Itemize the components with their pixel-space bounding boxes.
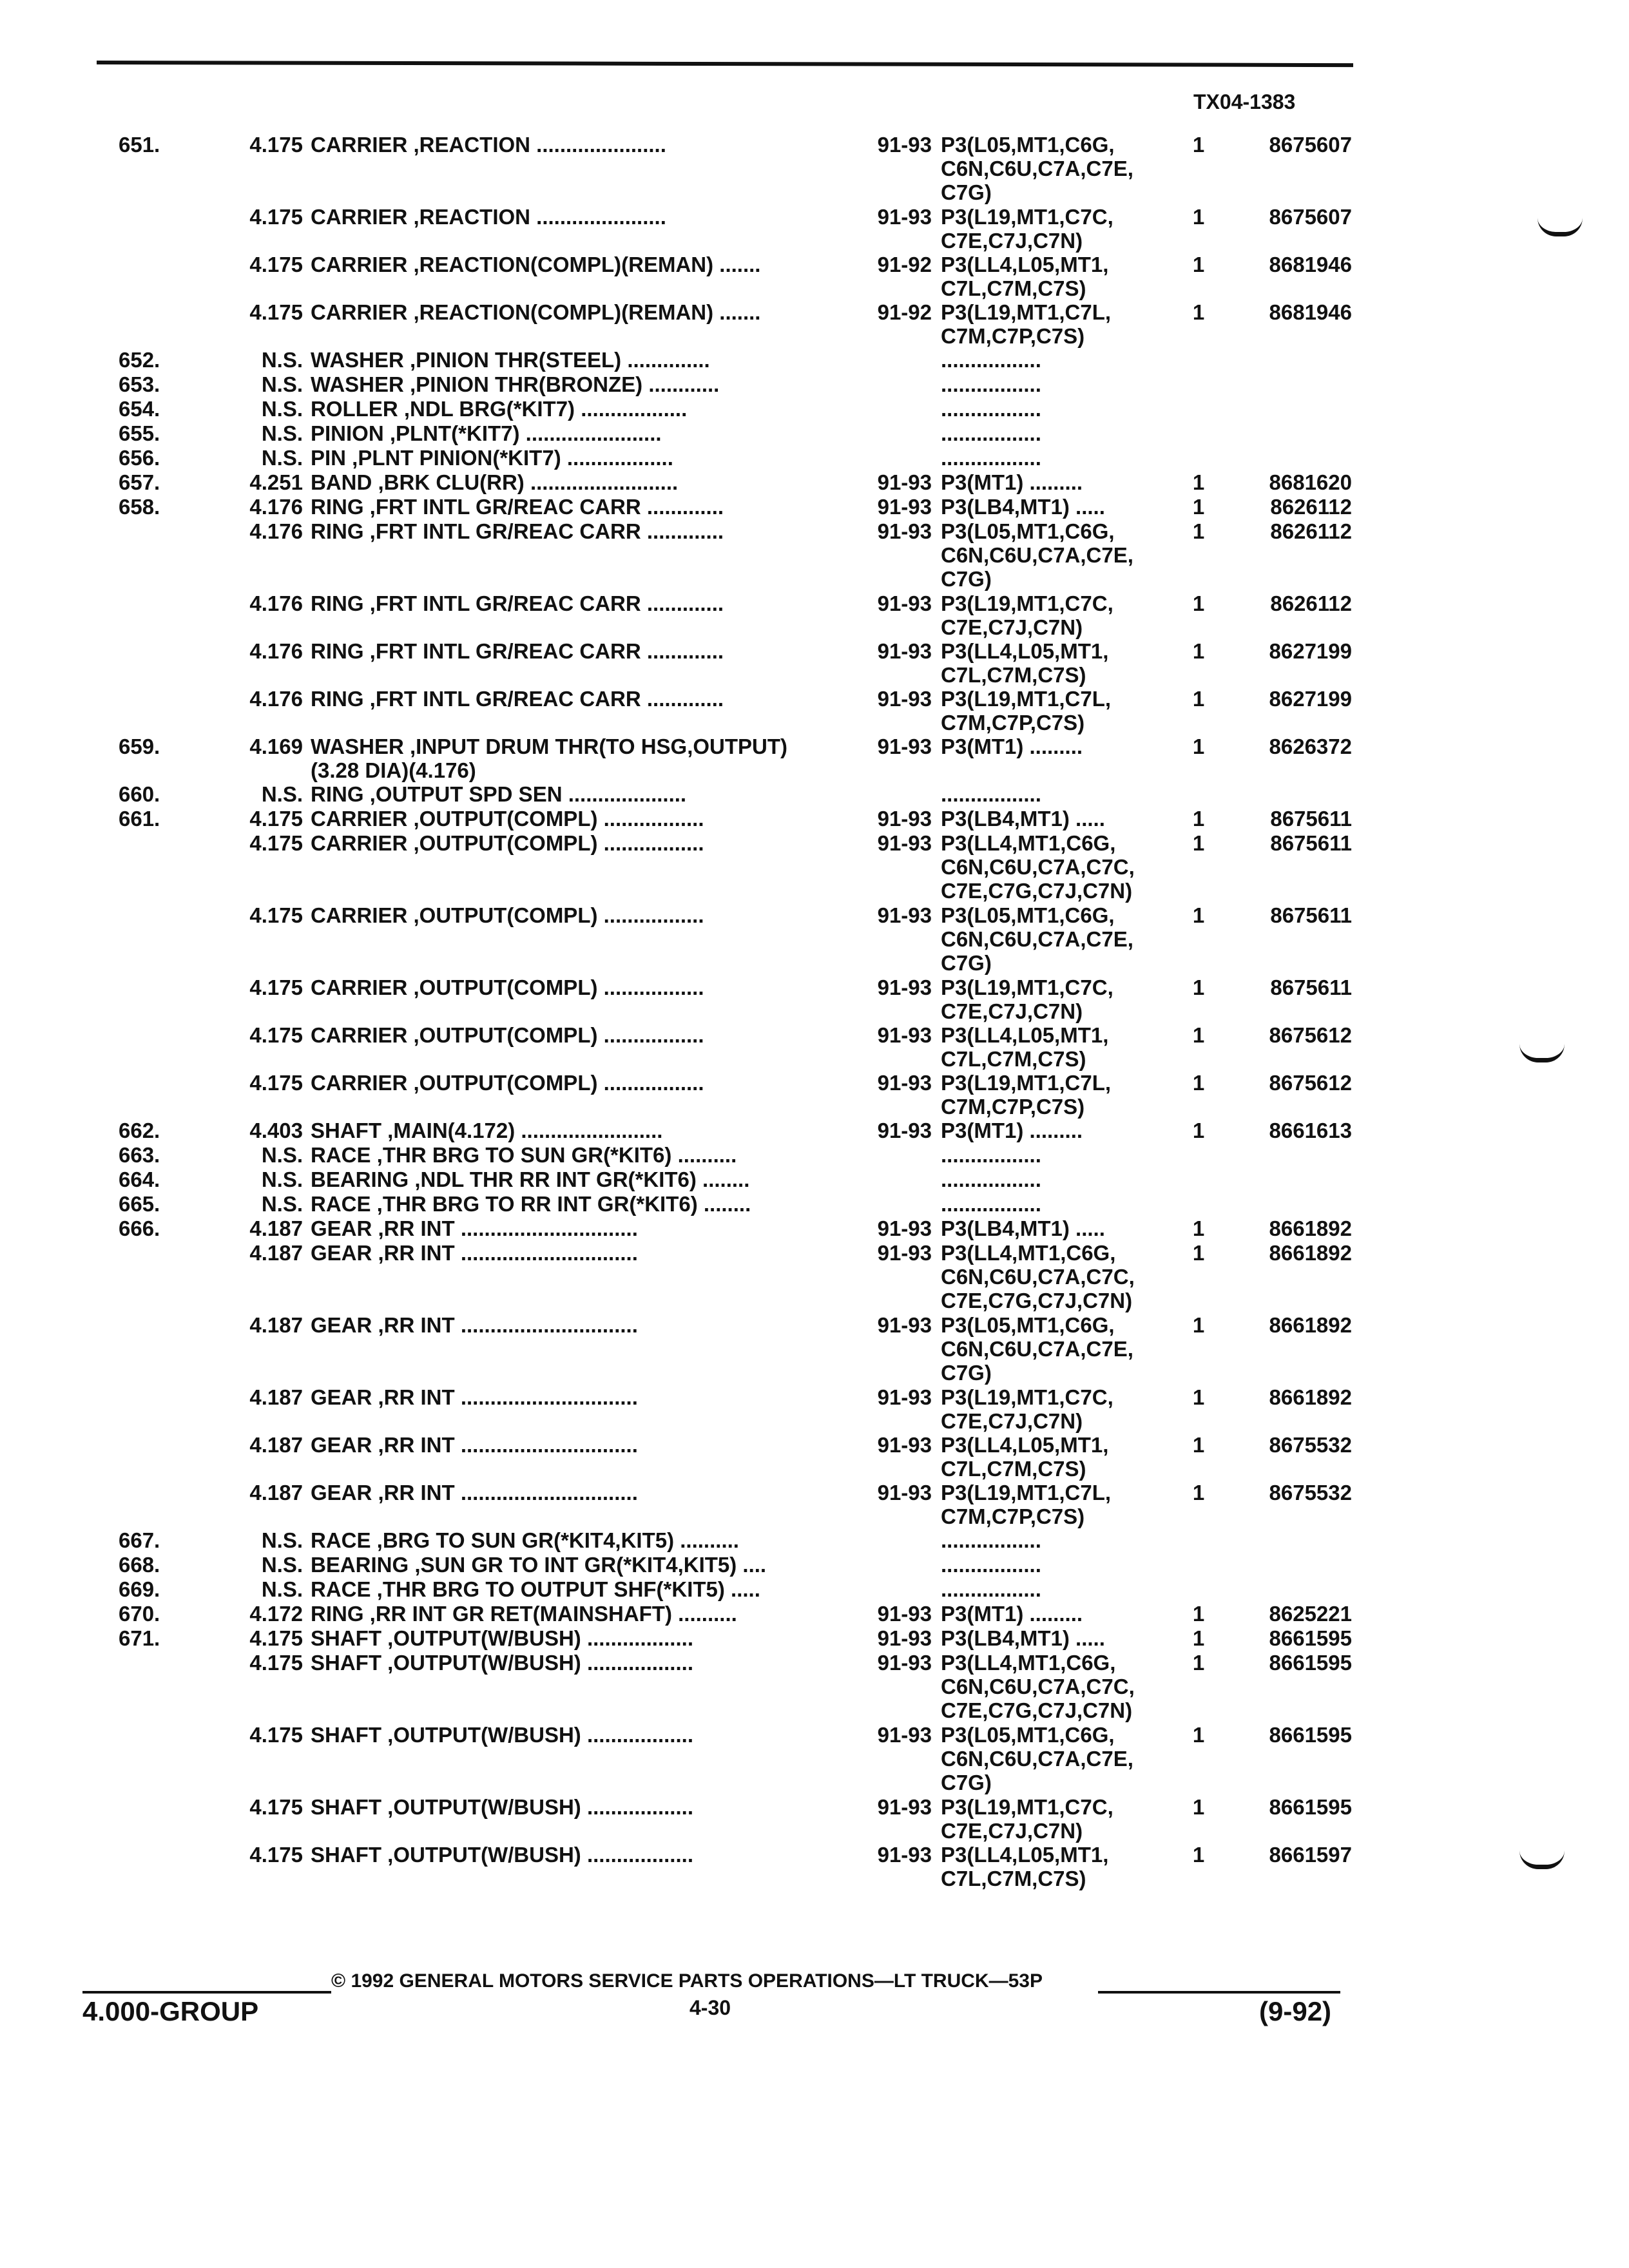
table-row (0, 1168, 1629, 1192)
part-description: SHAFT ,OUTPUT(W/BUSH) .................. (311, 1723, 693, 1747)
table-row (0, 1528, 1629, 1553)
application-codes: P3(L19,MT1,C7L, C7M,C7P,C7S) (941, 1071, 1112, 1119)
part-description: RACE ,BRG TO SUN GR(*KIT4,KIT5) .......... (311, 1528, 739, 1552)
quantity: 1 (1192, 1723, 1205, 1747)
quantity: 1 (1192, 1216, 1205, 1240)
table-row (0, 1216, 1629, 1241)
table-row (0, 348, 1629, 372)
table-row (0, 300, 1629, 348)
part-number: 8661613 (1269, 1119, 1352, 1142)
part-description: RING ,FRT INTL GR/REAC CARR ............. (311, 591, 724, 615)
model-years: 91-93 (877, 639, 932, 663)
illustration-page: N.S. (261, 348, 303, 372)
model-years: 91-93 (877, 1602, 932, 1626)
model-years: 91-93 (877, 1119, 932, 1142)
illustration-page: N.S. (261, 1528, 303, 1552)
table-row (0, 1313, 1629, 1385)
part-description: RING ,FRT INTL GR/REAC CARR ............. (311, 519, 724, 543)
part-description: RING ,FRT INTL GR/REAC CARR ............. (311, 495, 724, 519)
part-description: PINION ,PLNT(*KIT7) ....................... (311, 421, 662, 445)
application-codes: P3(MT1) ......... (941, 735, 1083, 758)
part-description: RING ,OUTPUT SPD SEN .................... (311, 782, 687, 806)
quantity: 1 (1192, 1626, 1205, 1650)
illustration-page: 4.175 (249, 133, 303, 157)
table-row (0, 1119, 1629, 1143)
table-row (0, 421, 1629, 446)
part-number: 8661892 (1269, 1216, 1352, 1240)
part-description: CARRIER ,OUTPUT(COMPL) ................. (311, 831, 704, 855)
illustration-page: 4.176 (249, 495, 303, 519)
model-years: 91-93 (877, 1241, 932, 1265)
part-description: BAND ,BRK CLU(RR) ......................... (311, 470, 679, 494)
table-row (0, 446, 1629, 470)
table-row (0, 903, 1629, 975)
quantity: 1 (1192, 300, 1205, 324)
quantity: 1 (1192, 1433, 1205, 1457)
footer-date: (9-92) (1259, 1996, 1332, 2026)
model-years: 91-93 (877, 903, 932, 927)
part-description: RING ,RR INT GR RET(MAINSHAFT) .......... (311, 1602, 737, 1626)
illustration-page: 4.187 (249, 1385, 303, 1409)
part-number: 8661597 (1269, 1843, 1352, 1867)
part-description: CARRIER ,REACTION(COMPL)(REMAN) ....... (311, 300, 761, 324)
part-number: 8661595 (1269, 1626, 1352, 1650)
ref-number: 654. (119, 397, 160, 421)
part-description: SHAFT ,MAIN(4.172) ........................ (311, 1119, 663, 1142)
part-description: CARRIER ,OUTPUT(COMPL) ................. (311, 1023, 704, 1047)
part-number: 8675532 (1269, 1481, 1352, 1504)
application-codes: P3(MT1) ......... (941, 1119, 1083, 1142)
application-codes: P3(LL4,L05,MT1, C7L,C7M,C7S) (941, 1433, 1109, 1481)
application-codes: P3(L19,MT1,C7C, C7E,C7J,C7N) (941, 975, 1113, 1023)
illustration-page: N.S. (261, 397, 303, 421)
application-codes: P3(L19,MT1,C7C, C7E,C7J,C7N) (941, 1385, 1113, 1433)
model-years: 91-93 (877, 1313, 932, 1337)
illustration-page: N.S. (261, 1143, 303, 1167)
quantity: 1 (1192, 1241, 1205, 1265)
model-years: 91-93 (877, 687, 932, 711)
part-description: RACE ,THR BRG TO SUN GR(*KIT6) .......... (311, 1143, 737, 1167)
quantity: 1 (1192, 1651, 1205, 1675)
quantity: 1 (1192, 205, 1205, 229)
table-row (0, 1651, 1629, 1723)
illustration-page: 4.187 (249, 1481, 303, 1504)
application-codes: P3(LB4,MT1) ..... (941, 1216, 1105, 1240)
quantity: 1 (1192, 1602, 1205, 1626)
illustration-page: N.S. (261, 372, 303, 396)
illustration-page: 4.175 (249, 975, 303, 999)
table-row (0, 975, 1629, 1023)
part-description: GEAR ,RR INT .............................. (311, 1241, 638, 1265)
part-number: 8675607 (1269, 133, 1352, 157)
application-codes: P3(L05,MT1,C6G, C6N,C6U,C7A,C7E, C7G) (941, 1313, 1133, 1385)
part-number: 8681946 (1269, 300, 1352, 324)
parts-list (0, 133, 1629, 1890)
part-description: BEARING ,SUN GR TO INT GR(*KIT4,KIT5) .... (311, 1553, 767, 1577)
illustration-page: 4.175 (249, 253, 303, 276)
model-years: 91-93 (877, 807, 932, 831)
quantity: 1 (1192, 687, 1205, 711)
ref-number: 664. (119, 1168, 160, 1191)
illustration-page: 4.175 (249, 1626, 303, 1650)
part-number: 8626372 (1269, 735, 1352, 758)
application-codes: ................. (941, 1577, 1041, 1601)
ref-number: 660. (119, 782, 160, 806)
part-number: 8681620 (1269, 470, 1352, 494)
model-years: 91-93 (877, 205, 932, 229)
quantity: 1 (1192, 470, 1205, 494)
part-number: 8661595 (1269, 1795, 1352, 1819)
part-number: 8661595 (1269, 1651, 1352, 1675)
model-years: 91-93 (877, 1626, 932, 1650)
ref-number: 658. (119, 495, 160, 519)
part-number: 8627199 (1269, 687, 1352, 711)
table-row (0, 1843, 1629, 1890)
illustration-page: N.S. (261, 782, 303, 806)
table-row (0, 1241, 1629, 1313)
application-codes: P3(L19,MT1,C7C, C7E,C7J,C7N) (941, 591, 1113, 639)
application-codes: ................. (941, 421, 1041, 445)
model-years: 91-93 (877, 1071, 932, 1095)
quantity: 1 (1192, 133, 1205, 157)
model-years: 91-93 (877, 495, 932, 519)
part-number: 8661892 (1269, 1385, 1352, 1409)
model-years: 91-93 (877, 975, 932, 999)
part-description: CARRIER ,OUTPUT(COMPL) ................. (311, 807, 704, 831)
table-row (0, 470, 1629, 495)
quantity: 1 (1192, 495, 1205, 519)
ref-number: 651. (119, 133, 160, 157)
quantity: 1 (1192, 831, 1205, 855)
footer-group: 4.000-GROUP (82, 1996, 259, 2026)
illustration-page: 4.176 (249, 639, 303, 663)
part-description: SHAFT ,OUTPUT(W/BUSH) .................. (311, 1843, 693, 1867)
model-years: 91-93 (877, 1795, 932, 1819)
part-description: BEARING ,NDL THR RR INT GR(*KIT6) ........ (311, 1168, 750, 1191)
part-description: PIN ,PLNT PINION(*KIT7) .................. (311, 446, 673, 470)
part-number: 8681946 (1269, 253, 1352, 276)
part-description: ROLLER ,NDL BRG(*KIT7) .................. (311, 397, 688, 421)
part-description: WASHER ,INPUT DRUM THR(TO HSG,OUTPUT) (3.28 DIA)(4.176) (311, 735, 788, 782)
illustration-page: 4.187 (249, 1313, 303, 1337)
application-codes: P3(L05,MT1,C6G, C6N,C6U,C7A,C7E, C7G) (941, 519, 1133, 591)
illustration-page: 4.175 (249, 1723, 303, 1747)
application-codes: P3(LB4,MT1) ..... (941, 495, 1105, 519)
illustration-page: N.S. (261, 1577, 303, 1601)
part-number: 8627199 (1269, 639, 1352, 663)
model-years: 91-93 (877, 1723, 932, 1747)
part-description: RING ,FRT INTL GR/REAC CARR ............. (311, 687, 724, 711)
part-description: SHAFT ,OUTPUT(W/BUSH) .................. (311, 1795, 693, 1819)
illustration-page: 4.175 (249, 1023, 303, 1047)
part-description: RACE ,THR BRG TO RR INT GR(*KIT6) ........ (311, 1192, 751, 1216)
table-row (0, 831, 1629, 903)
quantity: 1 (1192, 1119, 1205, 1142)
quantity: 1 (1192, 735, 1205, 758)
application-codes: ................. (941, 372, 1041, 396)
illustration-page: 4.251 (249, 470, 303, 494)
table-row (0, 205, 1629, 253)
table-row (0, 1602, 1629, 1626)
model-years: 91-93 (877, 470, 932, 494)
application-codes: P3(LB4,MT1) ..... (941, 1626, 1105, 1650)
model-years: 91-92 (877, 300, 932, 324)
model-years: 91-93 (877, 1385, 932, 1409)
illustration-page: N.S. (261, 446, 303, 470)
application-codes: ................. (941, 1553, 1041, 1577)
illustration-page: 4.176 (249, 591, 303, 615)
quantity: 1 (1192, 975, 1205, 999)
table-row (0, 1553, 1629, 1577)
table-row (0, 1071, 1629, 1119)
illustration-page: 4.169 (249, 735, 303, 758)
table-row (0, 133, 1629, 205)
part-description: GEAR ,RR INT .............................. (311, 1313, 638, 1337)
application-codes: P3(LL4,MT1,C6G, C6N,C6U,C7A,C7C, C7E,C7G,C7J,C7N) (941, 1241, 1135, 1312)
ref-number: 657. (119, 470, 160, 494)
part-description: CARRIER ,OUTPUT(COMPL) ................. (311, 975, 704, 999)
quantity: 1 (1192, 519, 1205, 543)
application-codes: P3(LB4,MT1) ..... (941, 807, 1105, 831)
application-codes: P3(LL4,L05,MT1, C7L,C7M,C7S) (941, 1023, 1109, 1071)
quantity: 1 (1192, 1795, 1205, 1819)
application-codes: P3(L05,MT1,C6G, C6N,C6U,C7A,C7E, C7G) (941, 1723, 1133, 1794)
illustration-page: 4.175 (249, 903, 303, 927)
model-years: 91-93 (877, 831, 932, 855)
quantity: 1 (1192, 1385, 1205, 1409)
application-codes: ................. (941, 1528, 1041, 1552)
model-years: 91-93 (877, 1023, 932, 1047)
ref-number: 670. (119, 1602, 160, 1626)
illustration-page: 4.175 (249, 831, 303, 855)
quantity: 1 (1192, 1071, 1205, 1095)
table-row (0, 807, 1629, 831)
ref-number: 653. (119, 372, 160, 396)
part-description: CARRIER ,REACTION ...................... (311, 205, 666, 229)
application-codes: ................. (941, 348, 1041, 372)
table-row (0, 1143, 1629, 1168)
part-number: 8661892 (1269, 1241, 1352, 1265)
footer-rule-right (1098, 1991, 1340, 1994)
document-code: TX04-1383 (1193, 90, 1296, 113)
ref-number: 668. (119, 1553, 160, 1577)
illustration-page: 4.175 (249, 300, 303, 324)
application-codes: P3(LL4,L05,MT1, C7L,C7M,C7S) (941, 253, 1109, 300)
footer-copyright: © 1992 GENERAL MOTORS SERVICE PARTS OPERATIONS—LT TRUCK—53P (331, 1970, 1043, 1992)
part-description: WASHER ,PINION THR(BRONZE) ............ (311, 372, 720, 396)
model-years: 91-93 (877, 591, 932, 615)
table-row (0, 639, 1629, 687)
table-row (0, 687, 1629, 735)
illustration-page: 4.172 (249, 1602, 303, 1626)
illustration-page: 4.176 (249, 687, 303, 711)
part-description: SHAFT ,OUTPUT(W/BUSH) .................. (311, 1651, 693, 1675)
part-number: 8626112 (1270, 591, 1352, 615)
illustration-page: N.S. (261, 1553, 303, 1577)
table-row (0, 372, 1629, 397)
part-number: 8661595 (1269, 1723, 1352, 1747)
table-row (0, 1385, 1629, 1433)
table-row (0, 1723, 1629, 1795)
illustration-page: N.S. (261, 421, 303, 445)
top-rule (97, 61, 1353, 67)
ref-number: 671. (119, 1626, 160, 1650)
part-number: 8626112 (1270, 495, 1352, 519)
part-number: 8626112 (1270, 519, 1352, 543)
part-description: CARRIER ,OUTPUT(COMPL) ................. (311, 903, 704, 927)
application-codes: P3(MT1) ......... (941, 470, 1083, 494)
ref-number: 666. (119, 1216, 160, 1240)
quantity: 1 (1192, 1023, 1205, 1047)
quantity: 1 (1192, 1843, 1205, 1867)
illustration-page: 4.187 (249, 1216, 303, 1240)
illustration-page: 4.175 (249, 1795, 303, 1819)
application-codes: P3(LL4,MT1,C6G, C6N,C6U,C7A,C7C, C7E,C7G,C7J,C7N) (941, 831, 1135, 903)
ref-number: 655. (119, 421, 160, 445)
application-codes: ................. (941, 446, 1041, 470)
part-description: GEAR ,RR INT .............................. (311, 1385, 638, 1409)
application-codes: P3(L05,MT1,C6G, C6N,C6U,C7A,C7E, C7G) (941, 133, 1133, 204)
application-codes: P3(L05,MT1,C6G, C6N,C6U,C7A,C7E, C7G) (941, 903, 1133, 975)
model-years: 91-93 (877, 1216, 932, 1240)
part-description: RACE ,THR BRG TO OUTPUT SHF(*KIT5) ..... (311, 1577, 760, 1601)
table-row (0, 495, 1629, 519)
ref-number: 669. (119, 1577, 160, 1601)
ref-number: 661. (119, 807, 160, 831)
part-description: GEAR ,RR INT .............................. (311, 1216, 638, 1240)
table-row (0, 782, 1629, 807)
ref-number: 659. (119, 735, 160, 758)
table-row (0, 1192, 1629, 1216)
part-description: RING ,FRT INTL GR/REAC CARR ............. (311, 639, 724, 663)
part-number: 8675532 (1269, 1433, 1352, 1457)
part-number: 8675611 (1270, 807, 1352, 831)
illustration-page: 4.403 (249, 1119, 303, 1142)
illustration-page: N.S. (261, 1192, 303, 1216)
model-years: 91-93 (877, 1481, 932, 1504)
footer-page-number: 4-30 (689, 1996, 731, 2019)
illustration-page: 4.175 (249, 1843, 303, 1867)
part-number: 8661892 (1269, 1313, 1352, 1337)
table-row (0, 253, 1629, 300)
table-row (0, 397, 1629, 421)
part-description: GEAR ,RR INT .............................. (311, 1481, 638, 1504)
quantity: 1 (1192, 903, 1205, 927)
part-description: CARRIER ,OUTPUT(COMPL) ................. (311, 1071, 704, 1095)
ref-number: 663. (119, 1143, 160, 1167)
part-number: 8675612 (1269, 1023, 1352, 1047)
illustration-page: 4.175 (249, 205, 303, 229)
illustration-page: 4.187 (249, 1241, 303, 1265)
application-codes: ................. (941, 397, 1041, 421)
application-codes: P3(L19,MT1,C7C, C7E,C7J,C7N) (941, 205, 1113, 253)
model-years: 91-93 (877, 1433, 932, 1457)
ref-number: 662. (119, 1119, 160, 1142)
application-codes: ................. (941, 1168, 1041, 1191)
footer-rule-left (82, 1991, 331, 1994)
table-row (0, 1626, 1629, 1651)
model-years: 91-92 (877, 253, 932, 276)
quantity: 1 (1192, 253, 1205, 276)
part-description: GEAR ,RR INT .............................. (311, 1433, 638, 1457)
table-row (0, 519, 1629, 591)
application-codes: P3(LL4,L05,MT1, C7L,C7M,C7S) (941, 1843, 1109, 1890)
model-years: 91-93 (877, 735, 932, 758)
part-description: CARRIER ,REACTION(COMPL)(REMAN) ....... (311, 253, 761, 276)
table-row (0, 1023, 1629, 1071)
application-codes: P3(L19,MT1,C7C, C7E,C7J,C7N) (941, 1795, 1113, 1843)
part-number: 8675611 (1270, 831, 1352, 855)
ref-number: 665. (119, 1192, 160, 1216)
ref-number: 652. (119, 348, 160, 372)
ref-number: 667. (119, 1528, 160, 1552)
application-codes: P3(LL4,L05,MT1, C7L,C7M,C7S) (941, 639, 1109, 687)
part-number: 8675612 (1269, 1071, 1352, 1095)
model-years: 91-93 (877, 1651, 932, 1675)
model-years: 91-93 (877, 1843, 932, 1867)
illustration-page: 4.175 (249, 1071, 303, 1095)
part-number: 8675611 (1270, 903, 1352, 927)
application-codes: ................. (941, 782, 1041, 806)
table-row (0, 735, 1629, 782)
application-codes: P3(LL4,MT1,C6G, C6N,C6U,C7A,C7C, C7E,C7G,C7J,C7N) (941, 1651, 1135, 1722)
part-description: WASHER ,PINION THR(STEEL) .............. (311, 348, 710, 372)
table-row (0, 1481, 1629, 1528)
illustration-page: 4.175 (249, 807, 303, 831)
part-number: 8675611 (1270, 975, 1352, 999)
application-codes: P3(L19,MT1,C7L, C7M,C7P,C7S) (941, 687, 1112, 735)
quantity: 1 (1192, 1313, 1205, 1337)
quantity: 1 (1192, 639, 1205, 663)
quantity: 1 (1192, 807, 1205, 831)
table-row (0, 1577, 1629, 1602)
model-years: 91-93 (877, 133, 932, 157)
illustration-page: 4.176 (249, 519, 303, 543)
application-codes: P3(MT1) ......... (941, 1602, 1083, 1626)
application-codes: P3(L19,MT1,C7L, C7M,C7P,C7S) (941, 300, 1112, 348)
table-row (0, 1795, 1629, 1843)
part-description: CARRIER ,REACTION ...................... (311, 133, 666, 157)
part-number: 8625221 (1269, 1602, 1352, 1626)
application-codes: P3(L19,MT1,C7L, C7M,C7P,C7S) (941, 1481, 1112, 1528)
illustration-page: N.S. (261, 1168, 303, 1191)
part-description: SHAFT ,OUTPUT(W/BUSH) .................. (311, 1626, 693, 1650)
illustration-page: 4.175 (249, 1651, 303, 1675)
ref-number: 656. (119, 446, 160, 470)
quantity: 1 (1192, 1481, 1205, 1504)
quantity: 1 (1192, 591, 1205, 615)
application-codes: ................. (941, 1143, 1041, 1167)
part-number: 8675607 (1269, 205, 1352, 229)
application-codes: ................. (941, 1192, 1041, 1216)
table-row (0, 1433, 1629, 1481)
table-row (0, 591, 1629, 639)
illustration-page: 4.187 (249, 1433, 303, 1457)
model-years: 91-93 (877, 519, 932, 543)
